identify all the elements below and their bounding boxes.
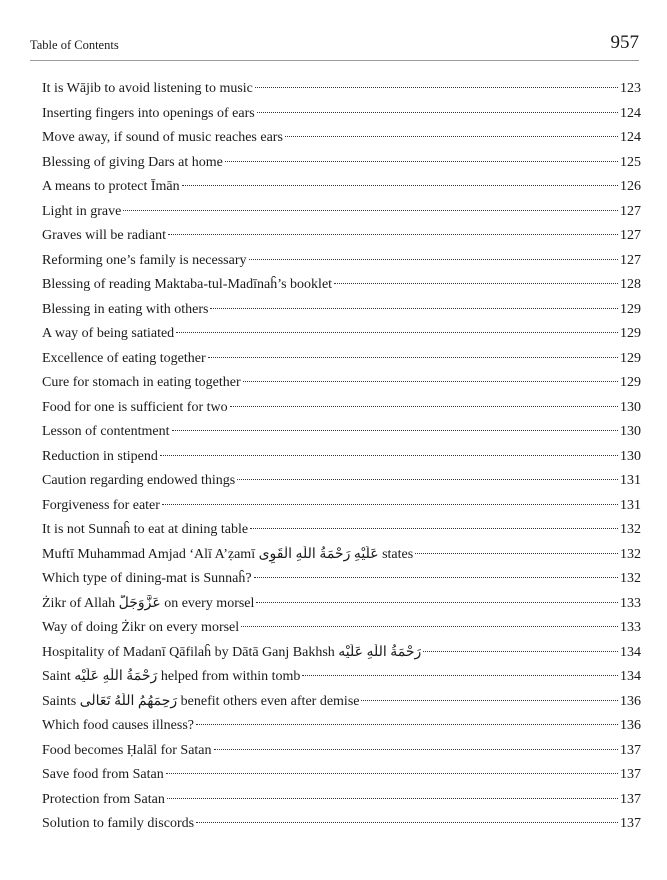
toc-entry-page: 124: [620, 105, 641, 121]
toc-entry-title: Muftī Muhammad Amjad ‘Alī A’ẓamī عَلَيْهِ رَحْمَةُ اللّٰهِ الْقَوِى states: [42, 546, 414, 562]
toc-entry-title: A way of being satiated: [42, 326, 175, 341]
toc-entry-title: Żikr of Allah عَزَّوَجَلَّ on every morsel: [42, 595, 255, 611]
toc-entry-title: Reduction in stipend: [42, 448, 158, 464]
running-head-title: Table of Contents: [30, 38, 119, 52]
toc-entry-title: Blessing of giving Dars at home: [42, 154, 223, 170]
dot-leader: [285, 136, 618, 137]
dot-leader: [196, 724, 618, 725]
dot-leader: [423, 651, 618, 652]
toc-entry-page: 136: [620, 718, 641, 733]
dot-leader: [415, 553, 618, 554]
toc-entry-page: 137: [620, 816, 641, 831]
toc-entry-page: 131: [620, 497, 641, 513]
toc-entry-page: 133: [620, 620, 641, 635]
toc-entry-page: 134: [620, 669, 641, 684]
toc-entry-title: A means to protect Īmān: [42, 179, 180, 194]
toc-entry[interactable]: [42, 374, 641, 399]
toc-entry-title: It is not Sunnaĥ to eat at dining table: [42, 522, 249, 537]
toc-entry-page: 128: [620, 277, 641, 292]
toc-entry-page: 137: [620, 742, 641, 758]
toc-entry[interactable]: [42, 154, 641, 179]
toc-entry-title: Lesson of contentment: [42, 424, 170, 439]
toc-entry[interactable]: [42, 448, 641, 473]
toc-entry-page: 133: [620, 595, 641, 611]
dot-leader: [249, 259, 618, 260]
toc-entry-title: Save food from Satan: [42, 767, 164, 782]
page-header: [30, 30, 639, 61]
toc-entry[interactable]: [42, 668, 641, 693]
toc-entry-page: 129: [620, 375, 641, 390]
page-number: 957: [610, 32, 639, 53]
toc-entry-title: It is Wājib to avoid listening to music: [42, 81, 253, 96]
toc-entry-page: 132: [620, 571, 641, 586]
toc-entry-page: 129: [620, 326, 641, 341]
toc-entry[interactable]: [42, 80, 641, 105]
dot-leader: [334, 283, 618, 284]
toc-entry-page: 126: [620, 179, 641, 194]
toc-entry-title: Graves will be radiant: [42, 228, 167, 243]
toc-entry-title: Blessing in eating with others: [42, 301, 209, 317]
toc-entry-page: 130: [620, 424, 641, 439]
toc-entry[interactable]: [42, 129, 641, 154]
toc-entry-title: Caution regarding endowed things: [42, 473, 236, 488]
dot-leader: [123, 210, 618, 211]
toc-entry-page: 137: [620, 791, 641, 807]
table-of-contents: [42, 80, 641, 840]
dot-leader: [168, 234, 618, 235]
toc-entry[interactable]: [42, 570, 641, 595]
dot-leader: [214, 749, 618, 750]
toc-entry-page: 127: [620, 252, 641, 268]
dot-leader: [182, 185, 618, 186]
dot-leader: [196, 822, 618, 823]
toc-entry-title: Saint رَحْمَةُ اللّٰهِ عَلَيْه helped from within tomb: [42, 669, 301, 684]
toc-entry[interactable]: [42, 595, 641, 620]
toc-entry-page: 130: [620, 399, 641, 415]
toc-entry[interactable]: [42, 301, 641, 326]
toc-entry[interactable]: [42, 227, 641, 252]
dot-leader: [243, 381, 618, 382]
toc-entry[interactable]: [42, 178, 641, 203]
dot-leader: [172, 430, 618, 431]
dot-leader: [361, 700, 618, 701]
toc-entry-page: 137: [620, 767, 641, 782]
toc-entry-page: 129: [620, 350, 641, 366]
toc-entry-page: 127: [620, 203, 641, 219]
toc-entry[interactable]: [42, 717, 641, 742]
dot-leader: [210, 308, 618, 309]
toc-entry-title: Light in grave: [42, 203, 122, 219]
toc-entry-title: Move away, if sound of music reaches ears: [42, 130, 283, 145]
dot-leader: [255, 87, 618, 88]
toc-entry-page: 124: [620, 130, 641, 145]
toc-entry-title: Which type of dining-mat is Sunnaĥ?: [42, 571, 252, 586]
toc-entry-page: 130: [620, 448, 641, 464]
toc-entry-title: Cure for stomach in eating together: [42, 375, 241, 390]
toc-entry-page: 132: [620, 546, 641, 562]
dot-leader: [176, 332, 618, 333]
toc-entry-title: Food for one is sufficient for two: [42, 399, 228, 415]
toc-entry-title: Forgiveness for eater: [42, 497, 160, 513]
toc-entry[interactable]: [42, 815, 641, 840]
toc-entry-page: 129: [620, 301, 641, 317]
toc-entry[interactable]: [42, 791, 641, 816]
toc-entry[interactable]: [42, 644, 641, 669]
toc-entry[interactable]: [42, 350, 641, 375]
toc-entry[interactable]: [42, 766, 641, 791]
dot-leader: [256, 602, 618, 603]
toc-entry-title: Inserting fingers into openings of ears: [42, 105, 255, 121]
toc-entry[interactable]: [42, 742, 641, 767]
dot-leader: [208, 357, 618, 358]
dot-leader: [162, 504, 618, 505]
toc-entry[interactable]: [42, 399, 641, 424]
toc-entry-page: 127: [620, 228, 641, 243]
toc-entry[interactable]: [42, 619, 641, 644]
toc-entry-page: 134: [620, 644, 641, 660]
dot-leader: [257, 112, 618, 113]
toc-entry-title: Food becomes Ḥalāl for Satan: [42, 742, 212, 758]
toc-entry-title: Reforming one’s family is necessary: [42, 252, 247, 268]
toc-entry-title: Protection from Satan: [42, 791, 165, 807]
dot-leader: [302, 675, 618, 676]
toc-entry-page: 132: [620, 522, 641, 537]
toc-entry[interactable]: [42, 521, 641, 546]
toc-entry-title: Blessing of reading Maktaba-tul-Madīnaĥ’s booklet: [42, 277, 333, 292]
toc-entry-page: 136: [620, 693, 641, 709]
toc-entry[interactable]: [42, 546, 641, 571]
toc-entry[interactable]: [42, 693, 641, 718]
dot-leader: [241, 626, 618, 627]
dot-leader: [166, 773, 618, 774]
toc-entry-title: Hospitality of Madanī Qāfilaĥ by Dātā Ganj Bakhsh رَحْمَةُ اللّٰهِ عَلَيْه: [42, 644, 422, 660]
toc-entry[interactable]: [42, 252, 641, 277]
toc-entry-title: Excellence of eating together: [42, 350, 206, 366]
dot-leader: [237, 479, 618, 480]
toc-entry-title: Way of doing Żikr on every morsel: [42, 620, 240, 635]
dot-leader: [230, 406, 618, 407]
toc-entry-page: 125: [620, 154, 641, 170]
dot-leader: [225, 161, 618, 162]
toc-entry-page: 123: [620, 81, 641, 96]
dot-leader: [254, 577, 618, 578]
toc-entry[interactable]: [42, 423, 641, 448]
toc-entry-page: 131: [620, 473, 641, 488]
toc-entry[interactable]: [42, 203, 641, 228]
toc-entry[interactable]: [42, 276, 641, 301]
toc-entry[interactable]: [42, 472, 641, 497]
toc-entry-title: Saints رَحِمَهُمُ اللّٰهُ تَعَالٰى benefit others even after demise: [42, 693, 360, 709]
toc-entry[interactable]: [42, 497, 641, 522]
toc-entry-title: Solution to family discords: [42, 816, 195, 831]
toc-entry-title: Which food causes illness?: [42, 718, 195, 733]
dot-leader: [160, 455, 618, 456]
dot-leader: [250, 528, 618, 529]
dot-leader: [167, 798, 618, 799]
toc-entry[interactable]: [42, 105, 641, 130]
toc-entry[interactable]: [42, 325, 641, 350]
